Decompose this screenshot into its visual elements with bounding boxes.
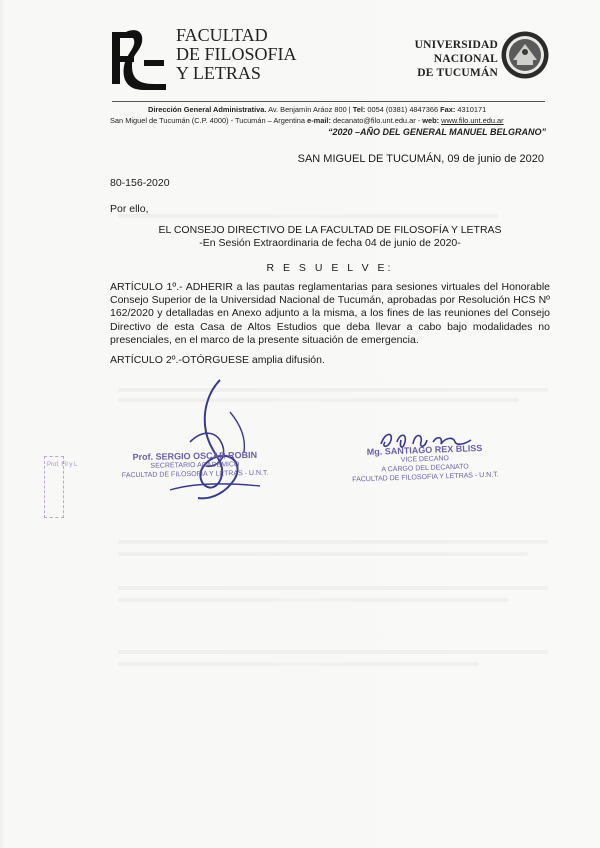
stamp-institution: FACULTAD DE FILOSOFIA Y LETRAS - U.N.T. <box>121 469 269 480</box>
stamp-title: VICE DECANO <box>400 455 450 464</box>
session-line: -En Sesión Extraordinaria de fecha 04 de junio de 2020- <box>199 237 461 249</box>
article-1: ARTÍCULO 1º.- ADHERIR a las pautas reglamentarias para sesiones virtuales del Honorable Consejo Superior de la Universidad Nacional de Tucumán, aprobadas por Resolución HCS Nº 162/2020 y detalladas en Anexo adjunto a la misma, a los fines de las reuniones del Consejo Directivo de esta Casa de Altos Estudios que deba llevar a cabo bajo modalidades no presenciales, en el marco de la presente situación de emergencia. <box>110 281 550 346</box>
article-2: ARTÍCULO 2º.-OTÓRGUESE amplia difusión. <box>110 354 325 366</box>
stamp-subtitle: A CARGO DEL DECANATO <box>381 463 469 474</box>
contact-info: Dirección General Administrativa. Av. Benjamín Aráoz 800 | Tel: 0054 (0381) 4847366 Fax: 4310171 San Miguel de Tucumán (C.P. 4000) - Tucumán – Argentina e-mail: decanato@filo.unt.edu.ar - web: www.filo.unt.edu.ar <box>110 105 504 125</box>
stamp-name: Mg. SANTIAGO REX BLISS <box>366 442 483 458</box>
bleed-through-line <box>118 214 498 218</box>
por-ello: Por ello, <box>110 203 149 215</box>
bleed-through-line <box>118 662 478 666</box>
city: San Miguel de Tucumán (C.P. 4000) - Tucumán – Argentina <box>110 116 306 125</box>
university-name-line: NACIONAL <box>433 53 498 65</box>
resuelve-heading: R E S U E L V E: <box>266 262 394 274</box>
university-name-line: UNIVERSIDAD <box>414 39 498 51</box>
university-name-line: DE TUCUMÁN <box>417 67 498 79</box>
university-name <box>412 38 498 80</box>
stamp-vice-dean <box>349 443 500 484</box>
year-motto: “2020 –AÑO DEL GENERAL MANUEL BELGRANO” <box>327 127 546 137</box>
faculty-name-line: Y LETRAS <box>176 63 261 83</box>
document-date: SAN MIGUEL DE TUCUMÁN, 09 de junio de 2020 <box>297 153 544 165</box>
handwritten-signature <box>150 372 280 512</box>
stamp-title: SECRETARIO ACADEMICO <box>150 461 240 470</box>
bleed-through-line <box>118 540 548 544</box>
council-heading: EL CONSEJO DIRECTIVO DE LA FACULTAD DE FILOSOFÍA Y LETRAS <box>158 224 502 236</box>
office-name: Dirección General Administrativa. <box>148 105 267 114</box>
stamp-institution: FACULTAD DE FILOSOFIA Y LETRAS - U.N.T. <box>352 471 499 484</box>
faculty-logo <box>104 26 174 92</box>
faculty-name <box>176 26 297 83</box>
bleed-through-line <box>118 586 548 590</box>
tel-label: Tel: <box>352 105 366 114</box>
fax-label: Fax: <box>440 105 456 114</box>
web-label: web: <box>422 116 440 125</box>
header-divider <box>112 101 545 102</box>
reference-number: 80-156-2020 <box>110 177 170 189</box>
address: Av. Benjamín Aráoz 800 <box>268 105 347 114</box>
email-address[interactable]: decanato@filo.unt.edu.ar <box>332 116 416 125</box>
website-link[interactable]: www.filo.unt.edu.ar <box>441 116 504 125</box>
bleed-through-line <box>118 598 508 602</box>
stamp-academic-secretary <box>120 451 270 481</box>
fax-number: 4310171 <box>457 105 487 114</box>
faculty-name-line: DE FILOSOFIA <box>176 44 297 64</box>
university-seal <box>500 30 550 80</box>
tel-number: 0054 (0381) 4847366 <box>367 105 439 114</box>
bleed-through-line <box>118 552 528 556</box>
stamp-name: Prof. SERGIO OSCAR ROBIN <box>132 449 258 463</box>
margin-stamp-text: Prof. Fil y L <box>47 462 78 468</box>
email-label: e-mail: <box>307 116 331 125</box>
bleed-through-line <box>118 650 548 654</box>
faculty-name-line: FACULTAD <box>176 25 268 45</box>
